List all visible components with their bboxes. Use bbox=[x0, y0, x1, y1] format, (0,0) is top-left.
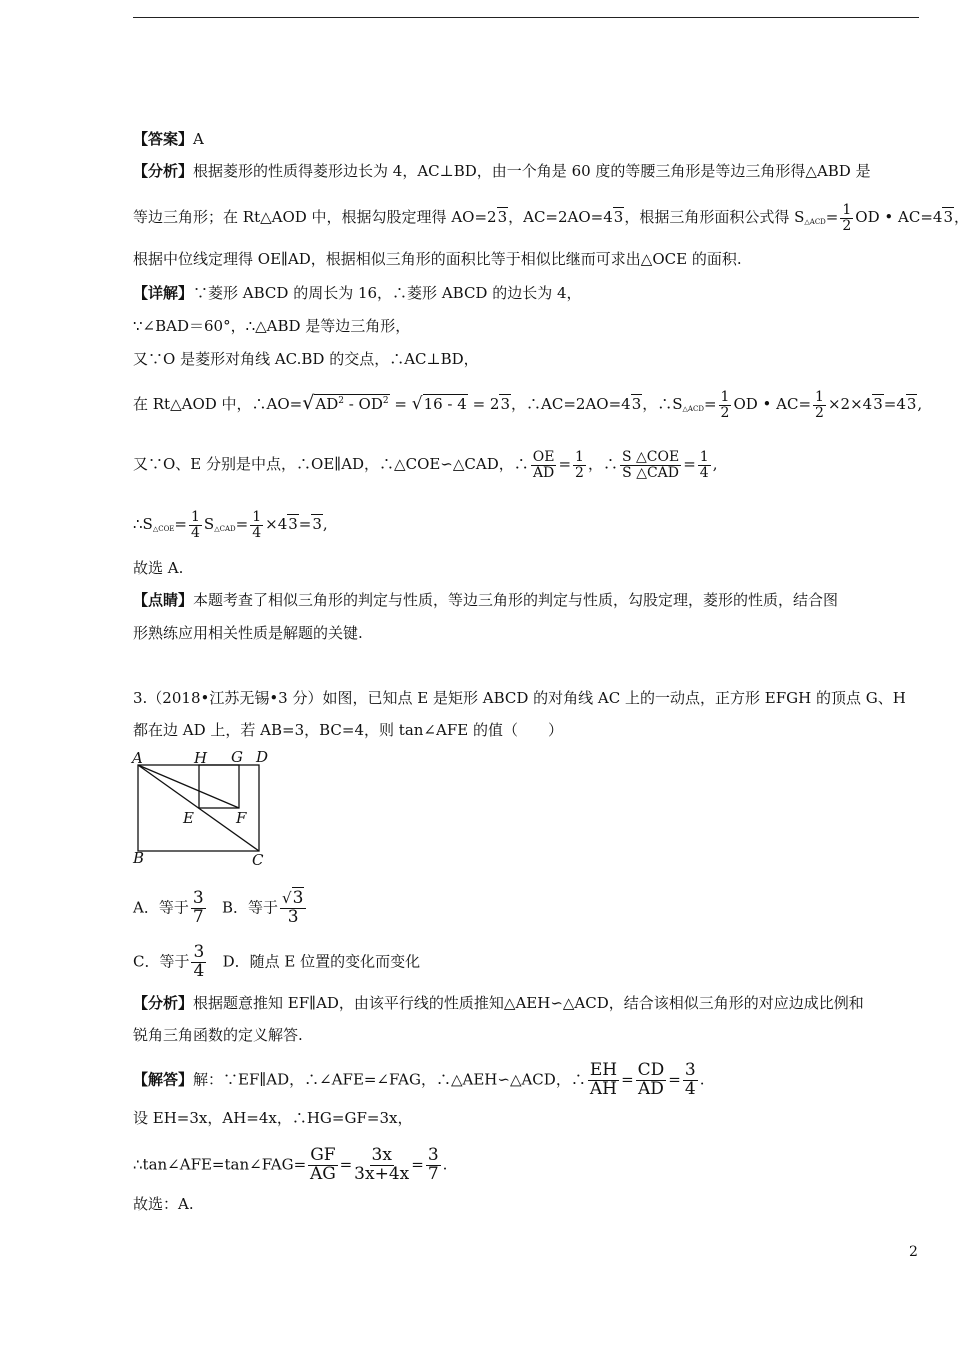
fraction-half: $\frac{1}{2}$ bbox=[842, 202, 852, 234]
detail-line-5: 又∵O、E 分别是中点，∴OE∥AD，∴△COE∽△CAD，∴ $\frac{OE}{AD}$ = $\frac{1}{2}$ ，∴ $\frac{\text{S △COE}}{\text{S △CAD}}$ = $\frac{1}{4}$ , bbox=[133, 449, 718, 481]
comment-line-2: 形熟练应用相关性质是解题的关键. bbox=[133, 624, 363, 642]
solution-line-2: 设 EH=3x，AH=4x，∴HG=GF=3x， bbox=[133, 1109, 413, 1127]
detail-line-2: ∵∠BAD＝60°，∴△ABD 是等边三角形， bbox=[133, 317, 411, 335]
header-rule bbox=[133, 17, 919, 18]
analysis2-line-2: 锐角三角函数的定义解答. bbox=[133, 1026, 303, 1044]
options-cd: C．等于 $\frac{3}{4}$ D．随点 E 位置的变化而变化 bbox=[133, 942, 421, 981]
detail-line-7: 故选 A. bbox=[133, 559, 184, 577]
label-g: G bbox=[231, 748, 243, 766]
solution-line-4: 故选：A. bbox=[133, 1195, 194, 1213]
page-number: 2 bbox=[909, 1244, 918, 1260]
analysis-line-1: 【分析】根据菱形的性质得菱形边长为 4，AC⊥BD，由一个角是 60 度的等腰三角形是等边三角形得△ABD 是 bbox=[133, 162, 871, 180]
question3-line-1: 3.（2018•江苏无锡•3 分）如图，已知点 E 是矩形 ABCD 的对角线 AC 上的一动点，正方形 EFGH 的顶点 G、H bbox=[133, 689, 906, 707]
label-e: E bbox=[183, 809, 194, 827]
solution-line-3: ∴tan∠AFE=tan∠FAG= $\frac{GF}{AG}$ = $\frac{3x}{3x+4x}$ = $\frac{3}{7}$ . bbox=[133, 1145, 448, 1184]
label-a: A bbox=[132, 749, 143, 767]
question3-line-2: 都在边 AD 上，若 AB=3，BC=4，则 tan∠AFE 的值（ ） bbox=[133, 721, 563, 739]
label-c: C bbox=[252, 851, 264, 869]
analysis-line-2: 等边三角形；在 Rt△AOD 中，根据勾股定理得 AO=23，AC=2AO=43，根据三角形面积公式得 $S_{\triangle ACD}=$ $\frac{1}{2}$ OD • AC=43， bbox=[133, 202, 969, 234]
answer-line: 【答案】A bbox=[133, 130, 204, 148]
label-h: H bbox=[194, 749, 208, 767]
analysis2-line-1: 【分析】根据题意推知 EF∥AD，由该平行线的性质推知△AEH∽△ACD，结合该相似三角形的对应边成比例和 bbox=[133, 994, 864, 1012]
label-d: D bbox=[256, 748, 269, 766]
comment-line-1: 【点睛】本题考查了相似三角形的判定与性质，等边三角形的判定与性质，勾股定理，菱形的性质，结合图 bbox=[133, 591, 839, 609]
detail-line-1: 【详解】∵菱形 ABCD 的周长为 16，∴菱形 ABCD 的边长为 4， bbox=[133, 284, 582, 302]
rectangle-figure bbox=[128, 745, 278, 870]
radical-ad-od: $AD^2 - OD^2$ bbox=[315, 395, 389, 414]
detail-line-3: 又∵O 是菱形对角线 AC.BD 的交点，∴AC⊥BD， bbox=[133, 350, 479, 368]
square-efgh bbox=[199, 765, 239, 808]
detail-line-6: $\therefore S_{\triangle COE}=$ $\frac{1}{4}$ $S_{\triangle CAD}=$ $\frac{1}{4}$ ×43=3, bbox=[133, 509, 328, 541]
solution-line-1: 【解答】解：∵EF∥AD，∴∠AFE=∠FAG，∴△AEH∽△ACD，∴ $\frac{EH}{AH}$ = $\frac{CD}{AD}$ = $\frac{3}{4}$ . bbox=[133, 1060, 705, 1099]
label-f: F bbox=[236, 809, 247, 827]
label-b: B bbox=[133, 849, 145, 867]
options-ab: A．等于 $\frac{3}{7}$ B．等于 $\frac{√3}{3}$ bbox=[133, 890, 308, 927]
analysis-line-3: 根据中位线定理得 OE∥AD，根据相似三角形的面积比等于相似比继而可求出△OCE 的面积. bbox=[133, 250, 742, 268]
detail-line-4: 在 Rt△AOD 中，$\therefore AO=√AD^2 - OD^2 = √16 - 4 = 23$，∴AC=2AO=43，$\therefore S_{\triangle ACD}=$ $\frac{1}{2}$ OD • AC= $\frac{1}{2}$ ×2×43=43, bbox=[133, 389, 923, 421]
